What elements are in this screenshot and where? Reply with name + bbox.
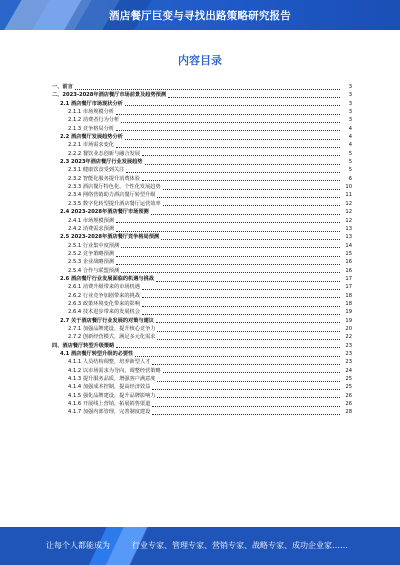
toc-leader-dots: [142, 180, 340, 181]
toc-entry-page: 17: [345, 284, 352, 291]
toc-entry[interactable]: [52, 150, 352, 158]
toc-entry-page: 13: [345, 234, 352, 241]
toc-leader-dots: [142, 297, 340, 298]
toc-leader-dots: [125, 139, 340, 140]
toc-leader-dots: [116, 347, 340, 348]
toc-entry-label: 2.5.1 行业集中度预测: [68, 242, 120, 249]
toc-entry[interactable]: [52, 275, 352, 283]
toc-entry-label: 2.1.3 竞争格局分析: [68, 125, 114, 132]
toc-entry-label: 4.1.3 提升服务品质，增强客户满意度: [68, 376, 156, 383]
toc-entry[interactable]: [52, 233, 352, 241]
toc-entry-label: 2.3.1 健康饮食受到关注: [68, 167, 125, 174]
toc-leader-dots: [75, 89, 340, 90]
toc-entry-page: 4: [348, 134, 352, 141]
toc-entry[interactable]: [52, 116, 352, 124]
toc-entry-label: 2.4.1 市场规模预测: [68, 217, 114, 224]
toc-entry[interactable]: [52, 91, 352, 99]
toc-entry-page: 22: [345, 334, 352, 341]
toc-entry-label: 2.6.1 消费升级带来的市场机遇: [68, 284, 140, 291]
toc-entry-label: 2.5 2023-2028年酒店餐厅竞争格局预测: [60, 234, 160, 241]
toc-entry[interactable]: [52, 133, 352, 141]
toc-entry-label: 2.2.1 市场需求变化: [68, 142, 114, 149]
toc-entry[interactable]: [52, 325, 352, 333]
toc-entry[interactable]: [52, 242, 352, 250]
toc-entry-page: 5: [348, 159, 352, 166]
toc-leader-dots: [168, 97, 340, 98]
toc-entry-page: 5: [348, 167, 352, 174]
toc-entry-page: 3: [348, 84, 352, 90]
toc-entry-label: 2.5.3 企业战略预测: [68, 259, 114, 266]
toc-entry-page: 25: [345, 376, 352, 383]
toc-entry[interactable]: [52, 217, 352, 225]
toc-leader-dots: [116, 222, 340, 223]
toc-entry-label: 2.5.2 竞争策略预测: [68, 250, 114, 257]
toc-leader-dots: [157, 397, 340, 398]
toc-leader-dots: [152, 414, 340, 415]
toc-entry-page: 23: [345, 359, 352, 366]
toc-leader-dots: [157, 381, 340, 382]
toc-entry[interactable]: [52, 342, 352, 350]
toc-entry-page: 6: [348, 175, 352, 182]
toc-entry-label: 2.6.3 政策环境变化带来的影响: [68, 300, 140, 307]
toc-entry-label: 4.1.4 加强成本控制，提高经济效益: [68, 384, 151, 391]
toc-leader-dots: [157, 331, 340, 332]
toc-entry-label: 2.3.4 网络营销助力酒店餐厅转型升级: [68, 192, 156, 199]
toc-entry[interactable]: [52, 358, 352, 366]
toc-entry-page: 18: [345, 300, 352, 307]
toc-entry-page: 5: [348, 150, 352, 157]
toc-entry-label: 2.3.2 智能化服务提升消费体验: [68, 175, 140, 182]
toc-entry[interactable]: [52, 400, 352, 408]
toc-entry-page: 16: [345, 267, 352, 274]
toc-entry-page: 16: [345, 259, 352, 266]
toc-entry-label: 4.1.7 加强内部管理，完善制度建设: [68, 409, 151, 416]
toc-entry-page: 3: [348, 117, 352, 124]
toc-entry-label: 2.1 酒店餐厅市场现状分析: [60, 100, 123, 107]
toc-entry-label: 4.1.2 以市场需求为导向，调整经营策略: [68, 367, 161, 374]
toc-leader-dots: [142, 306, 340, 307]
toc-title: 内容目录: [178, 54, 222, 67]
toc-leader-dots: [121, 247, 340, 248]
toc-leader-dots: [116, 264, 340, 265]
toc-entry-page: 10: [345, 184, 352, 191]
toc-leader-dots: [116, 231, 340, 232]
toc-entry-page: 12: [345, 209, 352, 216]
toc-entry-page: 24: [345, 367, 352, 374]
toc-leader-dots: [161, 239, 340, 240]
toc-entry-label: 2.6.4 技术进步带来的发展机会: [68, 309, 140, 316]
toc-leader-dots: [116, 130, 340, 131]
toc-entry-page: 15: [345, 250, 352, 257]
toc-entry-page: 11: [345, 192, 352, 199]
toc-entry-page: 23: [345, 342, 352, 349]
toc-entry-label: 4.1.6 开展线上营销，拓展销售渠道: [68, 401, 151, 408]
toc-entry-label: 4.1.1 人员结构调整，培养新型人才: [68, 359, 151, 366]
toc-leader-dots: [157, 339, 340, 340]
toc-entry[interactable]: [52, 158, 352, 166]
toc-leader-dots: [135, 356, 340, 357]
toc-entry-label: 4.1 酒店餐厅转型升级的必要性: [60, 351, 134, 357]
toc-entry-label: 2.2 酒店餐厅发展趋势分析: [60, 134, 123, 141]
toc-entry-label: 2.2.2 餐饮业态创新与融合发展: [68, 150, 140, 157]
toc-entry-label: 2.7 关于酒店餐厅行业发展的对策与建议: [60, 317, 154, 324]
toc-entry-label: 四、酒店餐厅转型升级策略: [52, 342, 115, 349]
toc-entry[interactable]: [52, 166, 352, 174]
toc-entry-page: 3: [348, 100, 352, 107]
toc-entry[interactable]: [52, 392, 352, 400]
toc-entry[interactable]: [52, 175, 352, 183]
toc-entry[interactable]: [52, 375, 352, 383]
toc-entry-label: 2.3 2023年酒店餐厅行业发展趋势: [60, 159, 143, 166]
toc-entry-page: 12: [345, 200, 352, 207]
toc-leader-dots: [121, 122, 340, 123]
header-banner: [0, 0, 400, 30]
toc-entry-label: 2.1.1 市场规模分析: [68, 109, 114, 116]
toc-entry-page: 12: [345, 217, 352, 224]
toc-entry[interactable]: [52, 250, 352, 258]
toc-entry-label: 一、前言: [52, 84, 73, 90]
toc-entry[interactable]: [52, 225, 352, 233]
toc-entry-page: 26: [345, 401, 352, 408]
toc-leader-dots: [156, 322, 340, 323]
toc-entry-page: 14: [345, 242, 352, 249]
toc-leader-dots: [152, 406, 340, 407]
toc-entry-label: 2.4.2 消费需求预测: [68, 225, 114, 232]
footer-banner: [0, 527, 400, 565]
toc-leader-dots: [121, 272, 340, 273]
toc-entry[interactable]: [52, 350, 352, 358]
toc-entry[interactable]: [52, 267, 352, 275]
toc-leader-dots: [152, 364, 340, 365]
toc-leader-dots: [116, 147, 340, 148]
toc-entry-page: 20: [345, 325, 352, 332]
toc-entry-page: 26: [345, 392, 352, 399]
toc-entry[interactable]: [52, 183, 352, 191]
toc-leader-dots: [116, 256, 340, 257]
toc-leader-dots: [142, 155, 340, 156]
toc-entry-label: 2.3.5 数字化转型提升酒店餐厅运营效率: [68, 200, 161, 207]
toc-entry[interactable]: [52, 191, 352, 199]
toc-leader-dots: [163, 205, 340, 206]
toc-entry-label: 2.7.2 创新经营模式，满足多元化需求: [68, 334, 156, 341]
toc-entry-label: 2.1.2 消费者行为分析: [68, 117, 120, 124]
toc-leader-dots: [157, 197, 340, 198]
toc-leader-dots: [152, 389, 340, 390]
toc-entry[interactable]: [52, 333, 352, 341]
toc-entry[interactable]: [52, 108, 352, 116]
toc-entry[interactable]: [52, 300, 352, 308]
toc-leader-dots: [142, 289, 340, 290]
toc-entry-page: 19: [345, 309, 352, 316]
toc-leader-dots: [163, 372, 340, 373]
toc-entry-label: 2.6 酒店餐厅行业发展面临的机遇与挑战: [60, 275, 154, 282]
toc-entry-page: 19: [345, 317, 352, 324]
toc-entry-page: 4: [348, 142, 352, 149]
toc-entry[interactable]: [52, 308, 352, 316]
toc-entry-label: 2.6.2 行业竞争加剧带来的挑战: [68, 292, 140, 299]
footer-slogan-right: 行业专家、管理专家、营销专家、战略专家、成功企业家……: [132, 541, 348, 550]
toc-entry-label: 2.3.3 酒店餐厅特色化、个性化发展趋势: [68, 184, 161, 191]
toc-leader-dots: [125, 105, 340, 106]
toc-entry[interactable]: [52, 383, 352, 391]
toc-entry-label: 二、2023-2028年酒店餐厅市场前景及趋势预测: [52, 92, 167, 99]
toc-leader-dots: [116, 114, 340, 115]
toc-leader-dots: [126, 172, 340, 173]
toc-entry[interactable]: [52, 258, 352, 266]
toc-entry[interactable]: [52, 208, 352, 216]
toc-entry-page: 25: [345, 384, 352, 391]
toc-entry[interactable]: [52, 125, 352, 133]
toc-entry[interactable]: [52, 292, 352, 300]
toc-entry-page: 23: [345, 351, 352, 357]
report-title: 酒店餐厅巨变与寻找出路策略研究报告: [109, 10, 291, 22]
table-of-contents: [52, 83, 352, 507]
toc-entry-page: 3: [348, 109, 352, 116]
toc-leader-dots: [145, 164, 341, 165]
toc-entry[interactable]: [52, 283, 352, 291]
footer-slogan-left: 让每个人都能成为: [46, 541, 110, 550]
toc-entry-label: 4.1.5 强化品牌建设，提升品牌影响力: [68, 392, 156, 399]
toc-entry-page: 13: [345, 225, 352, 232]
toc-entry-page: 3: [348, 92, 352, 99]
toc-entry[interactable]: [52, 141, 352, 149]
toc-leader-dots: [151, 214, 340, 215]
toc-entry[interactable]: [52, 83, 352, 91]
toc-leader-dots: [163, 189, 340, 190]
toc-entry[interactable]: [52, 367, 352, 375]
toc-entry-page: 4: [348, 125, 352, 132]
toc-entry-page: 18: [345, 292, 352, 299]
toc-entry[interactable]: [52, 200, 352, 208]
toc-entry-page: 28: [345, 409, 352, 416]
toc-leader-dots: [156, 281, 340, 282]
toc-entry[interactable]: [52, 100, 352, 108]
toc-entry[interactable]: [52, 317, 352, 325]
toc-leader-dots: [142, 314, 340, 315]
toc-entry[interactable]: [52, 408, 352, 416]
toc-entry-label: 2.4 2023-2028年酒店餐厅市场预测: [60, 209, 149, 216]
toc-entry-label: 2.7.1 加强品牌建设，提升核心竞争力: [68, 325, 156, 332]
toc-entry-label: 2.5.4 合作与联盟预测: [68, 267, 120, 274]
toc-entry-page: 17: [345, 275, 352, 282]
